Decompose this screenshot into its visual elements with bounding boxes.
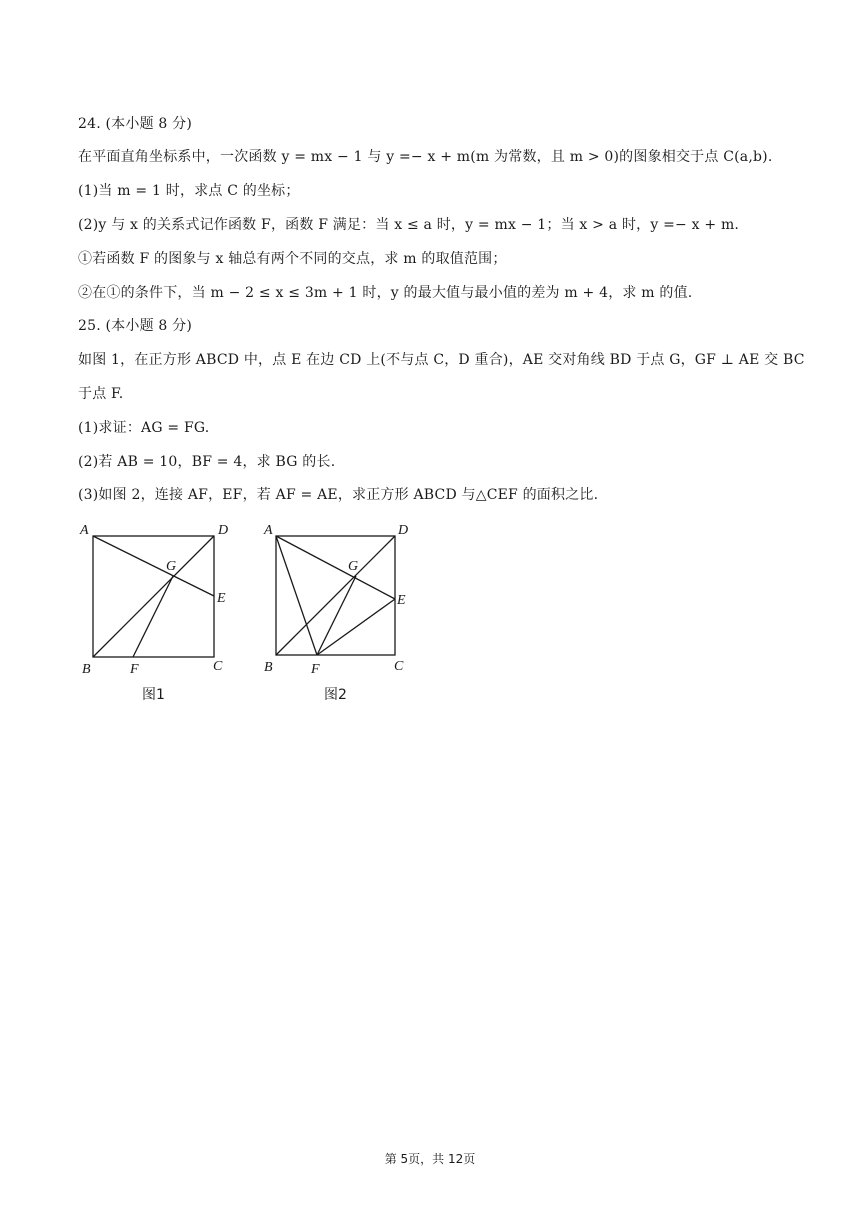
problem-24-line-3: (2)y 与 x 的关系式记作函数 F，函数 F 满足：当 x ≤ a 时，y = mx − 1；当 x > a 时，y =− x + m. — [78, 217, 740, 233]
problem-24-line-2: (1)当 m = 1 时，求点 C 的坐标； — [78, 183, 300, 199]
label-f: F — [311, 662, 320, 677]
problem-24-header: 24. (本小题 8 分) — [78, 116, 193, 132]
problem-25-line-4: (2)若 AB = 10，BF = 4，求 BG 的长. — [78, 454, 336, 470]
figure-1-diagram — [76, 518, 236, 678]
label-b: B — [82, 662, 91, 677]
label-a: A — [264, 523, 273, 538]
problem-24-line-4: ①若函数 F 的图象与 x 轴总有两个不同的交点，求 m 的取值范围； — [78, 251, 507, 267]
label-g: G — [166, 559, 177, 574]
label-e: E — [397, 593, 406, 608]
problem-25-line-5: (3)如图 2，连接 AF，EF，若 AF = AE，求正方形 ABCD 与△CEF 的面积之比. — [78, 487, 599, 503]
problem-24-line-5: ②在①的条件下，当 m − 2 ≤ x ≤ 3m + 1 时，y 的最大值与最小值的差为 m + 4，求 m 的值. — [78, 285, 693, 301]
problem-25-line-1: 如图 1，在正方形 ABCD 中，点 E 在边 CD 上(不与点 C，D 重合)，AE 交对角线 BD 于点 G，GF ⊥ AE 交 BC — [78, 352, 805, 368]
label-b: B — [264, 660, 273, 675]
problem-24-line-1: 在平面直角坐标系中，一次函数 y = mx − 1 与 y =− x + m(m 为常数，且 m > 0)的图象相交于点 C(a,b). — [78, 149, 773, 165]
page-footer: 第 5页，共 12页 — [384, 1152, 476, 1166]
label-e: E — [217, 591, 226, 606]
figure-2-caption: 图2 — [324, 687, 347, 703]
problem-25-line-3: (1)求证：AG = FG. — [78, 420, 210, 436]
label-c: C — [213, 659, 223, 674]
diagonal-bd — [93, 536, 214, 657]
label-a: A — [80, 523, 89, 538]
label-d: D — [218, 523, 229, 538]
segment-ae — [93, 536, 214, 596]
label-g: G — [348, 559, 359, 574]
figure-1 — [76, 518, 236, 678]
figure-1-caption: 图1 — [142, 687, 165, 703]
label-d: D — [398, 523, 409, 538]
diagonal-bd — [276, 536, 395, 655]
label-c: C — [394, 659, 404, 674]
figure-2-diagram — [260, 518, 420, 678]
figure-2 — [260, 518, 420, 678]
segment-gf — [317, 576, 356, 655]
segment-ef — [317, 599, 395, 655]
label-f: F — [130, 662, 139, 677]
problem-25-line-2: 于点 F. — [78, 386, 124, 402]
problem-25-header: 25. (本小题 8 分) — [78, 318, 193, 334]
segment-gf — [133, 576, 173, 657]
